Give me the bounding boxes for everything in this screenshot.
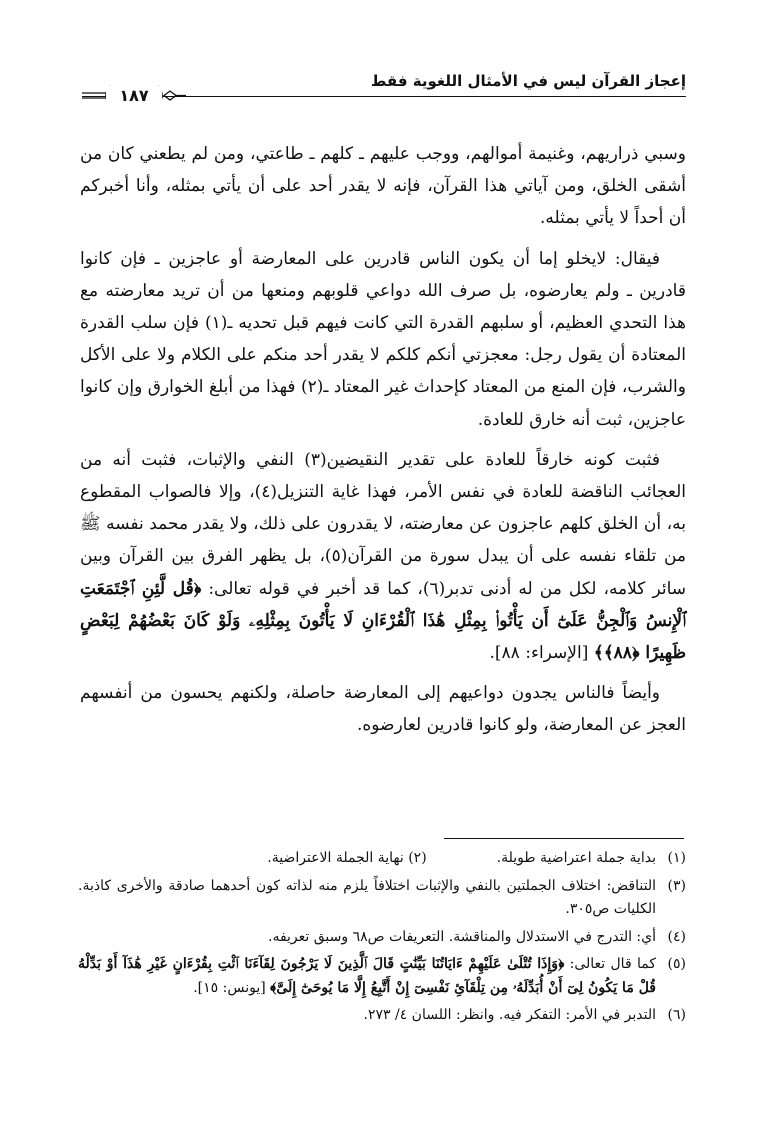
page-header [82, 72, 686, 114]
footnote-2-number: (٢) [408, 850, 427, 866]
footnote-4-text: أي: التدرج في الاستدلال والمناقشة. التعريفات ص٦٨ وسبق تعريفه. [268, 928, 656, 945]
footnote-5 [78, 953, 686, 1000]
footnote-1-text: بداية جملة اعتراضية طويلة. [496, 850, 656, 866]
footnote-5-number: (٥) [667, 956, 686, 972]
footnote-5-quran: ﴿وَإِذَا تُتْلَىٰ عَلَيْهِمْ ءَايَاتُنَا بَيِّنَٰتٍ قَالَ ٱلَّذِينَ لَا يَرْجُونَ لِقَآءَنَا ٱئْتِ بِقُرْءَانٍ غَيْرِ هَٰذَآ أَوْ بَدِّلْهُ قُلْ مَا يَكُونُ لِىٓ أَنْ أُبَدِّلَهُۥ مِن تِلْقَآئِ نَفْسِىٓ إِنْ أَتَّبِعُ إِلَّا مَا يُوحَىٰٓ إِلَىَّ﴾ [78, 956, 656, 996]
footnote-1-2-body [78, 847, 656, 871]
footnote-5-body [78, 953, 656, 1000]
footnote-3-text: التناقض: اختلاف الجملتين بالنفي والإثبات اختلافاً يلزم منه لذاته كون أحدهما صادقة والأخرى كاذبة. الكليات ص٣٠٥. [78, 877, 656, 917]
footnote-separator [444, 838, 684, 839]
footnote-6 [78, 1004, 686, 1028]
footnote-6-text: التدبر في الأمر: التفكر فيه. وانظر: اللسان ٤/ ٢٧٣. [363, 1007, 656, 1023]
footnote-4 [78, 926, 686, 950]
footnote-5-lead: كما قال تعالى: [569, 956, 656, 972]
footnote-1-2 [78, 847, 686, 871]
footnote-4-number: (٤) [667, 928, 686, 945]
main-text [80, 138, 686, 750]
paragraph-3 [80, 444, 686, 669]
paragraph-4: وأيضاً فالناس يجدون دواعيهم إلى المعارضة حاصلة، ولكنهم يحسون من أنفسهم العجز عن المعارضة، ولو كانوا قادرين لعارضوه. [80, 683, 686, 736]
footnotes [78, 847, 686, 1032]
footnote-3 [78, 875, 686, 922]
page-number: ١٨٧ [106, 86, 162, 106]
footnote-2-text: نهاية الجملة الاعتراضية. [267, 850, 404, 866]
running-title: إعجاز القرآن ليس في الأمثال اللغوية فقط [370, 72, 686, 90]
paragraph-3-text: فثبت كونه خارقاً للعادة على تقدير النقيضين(٣) النفي والإثبات، فثبت أنه من العجائب الناقضة للعادة في نفس الأمر، فهذا غاية التنزيل(٤)، وإلا فالصواب المقطوع به، أن الخلق كلهم عاجزون عن معارضته، لا يقدرون على ذلك، ولا يقدر محمد نفسه ﷺ من تلقاء نفسه على أن يبدل سورة من القرآن(٥)، بل يظهر الفرق بين القرآن وبين سائر كلامه، لكل من له أدنى تدبر(٦)، كما قد أخبر في قوله تعالى: [80, 449, 687, 599]
footnote-1-number: (١) [667, 850, 686, 866]
footnote-3-number: (٣) [667, 877, 686, 894]
paragraph-2: فيقال: لايخلو إما أن يكون الناس قادرين على المعارضة أو عاجزين ـ فإن كانوا قادرين ـ ولم يعارضوه، بل صرف الله دواعي قلوبهم ومنعها من أن تريد معارضته مع هذا التحدي العظيم، أو سلبهم القدرة التي كانت فيهم قبل تحديه ـ(١) فإن سلب القدرة المعتادة أن يقول رجل: معجزتي أنكم كلكم لا يقدر أحد منكم على الكلام ولا على الأكل والشرب، فإن المنع من المعتاد كإحداث غير المعتاد ـ(٢) فهذا من أبلغ الخوارق وإن كانوا عاجزين، ثبت أنه خارق للعادة. [80, 248, 686, 430]
page-number-ornament [82, 83, 186, 109]
paragraph-1: وسبي ذراريهم، وغنيمة أموالهم، ووجب عليهم ـ كلهم ـ طاعتي، ومن لم يطعني كان من أشقى الخلق، ومن آياتي هذا القرآن، فإنه لا يقدر أحد على أن يأتي بمثله، وأنا أخبركم أن أحداً لا يأتي بمثله. [80, 144, 686, 229]
footnote-5-reference: [يونس: ١٥]. [193, 979, 266, 996]
quran-verse: ﴿قُل لَّئِنِ ٱجْتَمَعَتِ ٱلْإِنسُ وَٱلْجِنُّ عَلَىٰٓ أَن يَأْتُوا۟ بِمِثْلِ هَٰذَا ٱلْقُرْءَانِ لَا يَأْتُونَ بِمِثْلِهِۦ وَلَوْ كَانَ بَعْضُهُمْ لِبَعْضٍ ظَهِيرًا ﴿٨٨﴾﴾ [80, 578, 686, 664]
footnote-6-number: (٦) [667, 1007, 686, 1023]
verse-reference: [الإسراء: ٨٨]. [489, 643, 589, 664]
